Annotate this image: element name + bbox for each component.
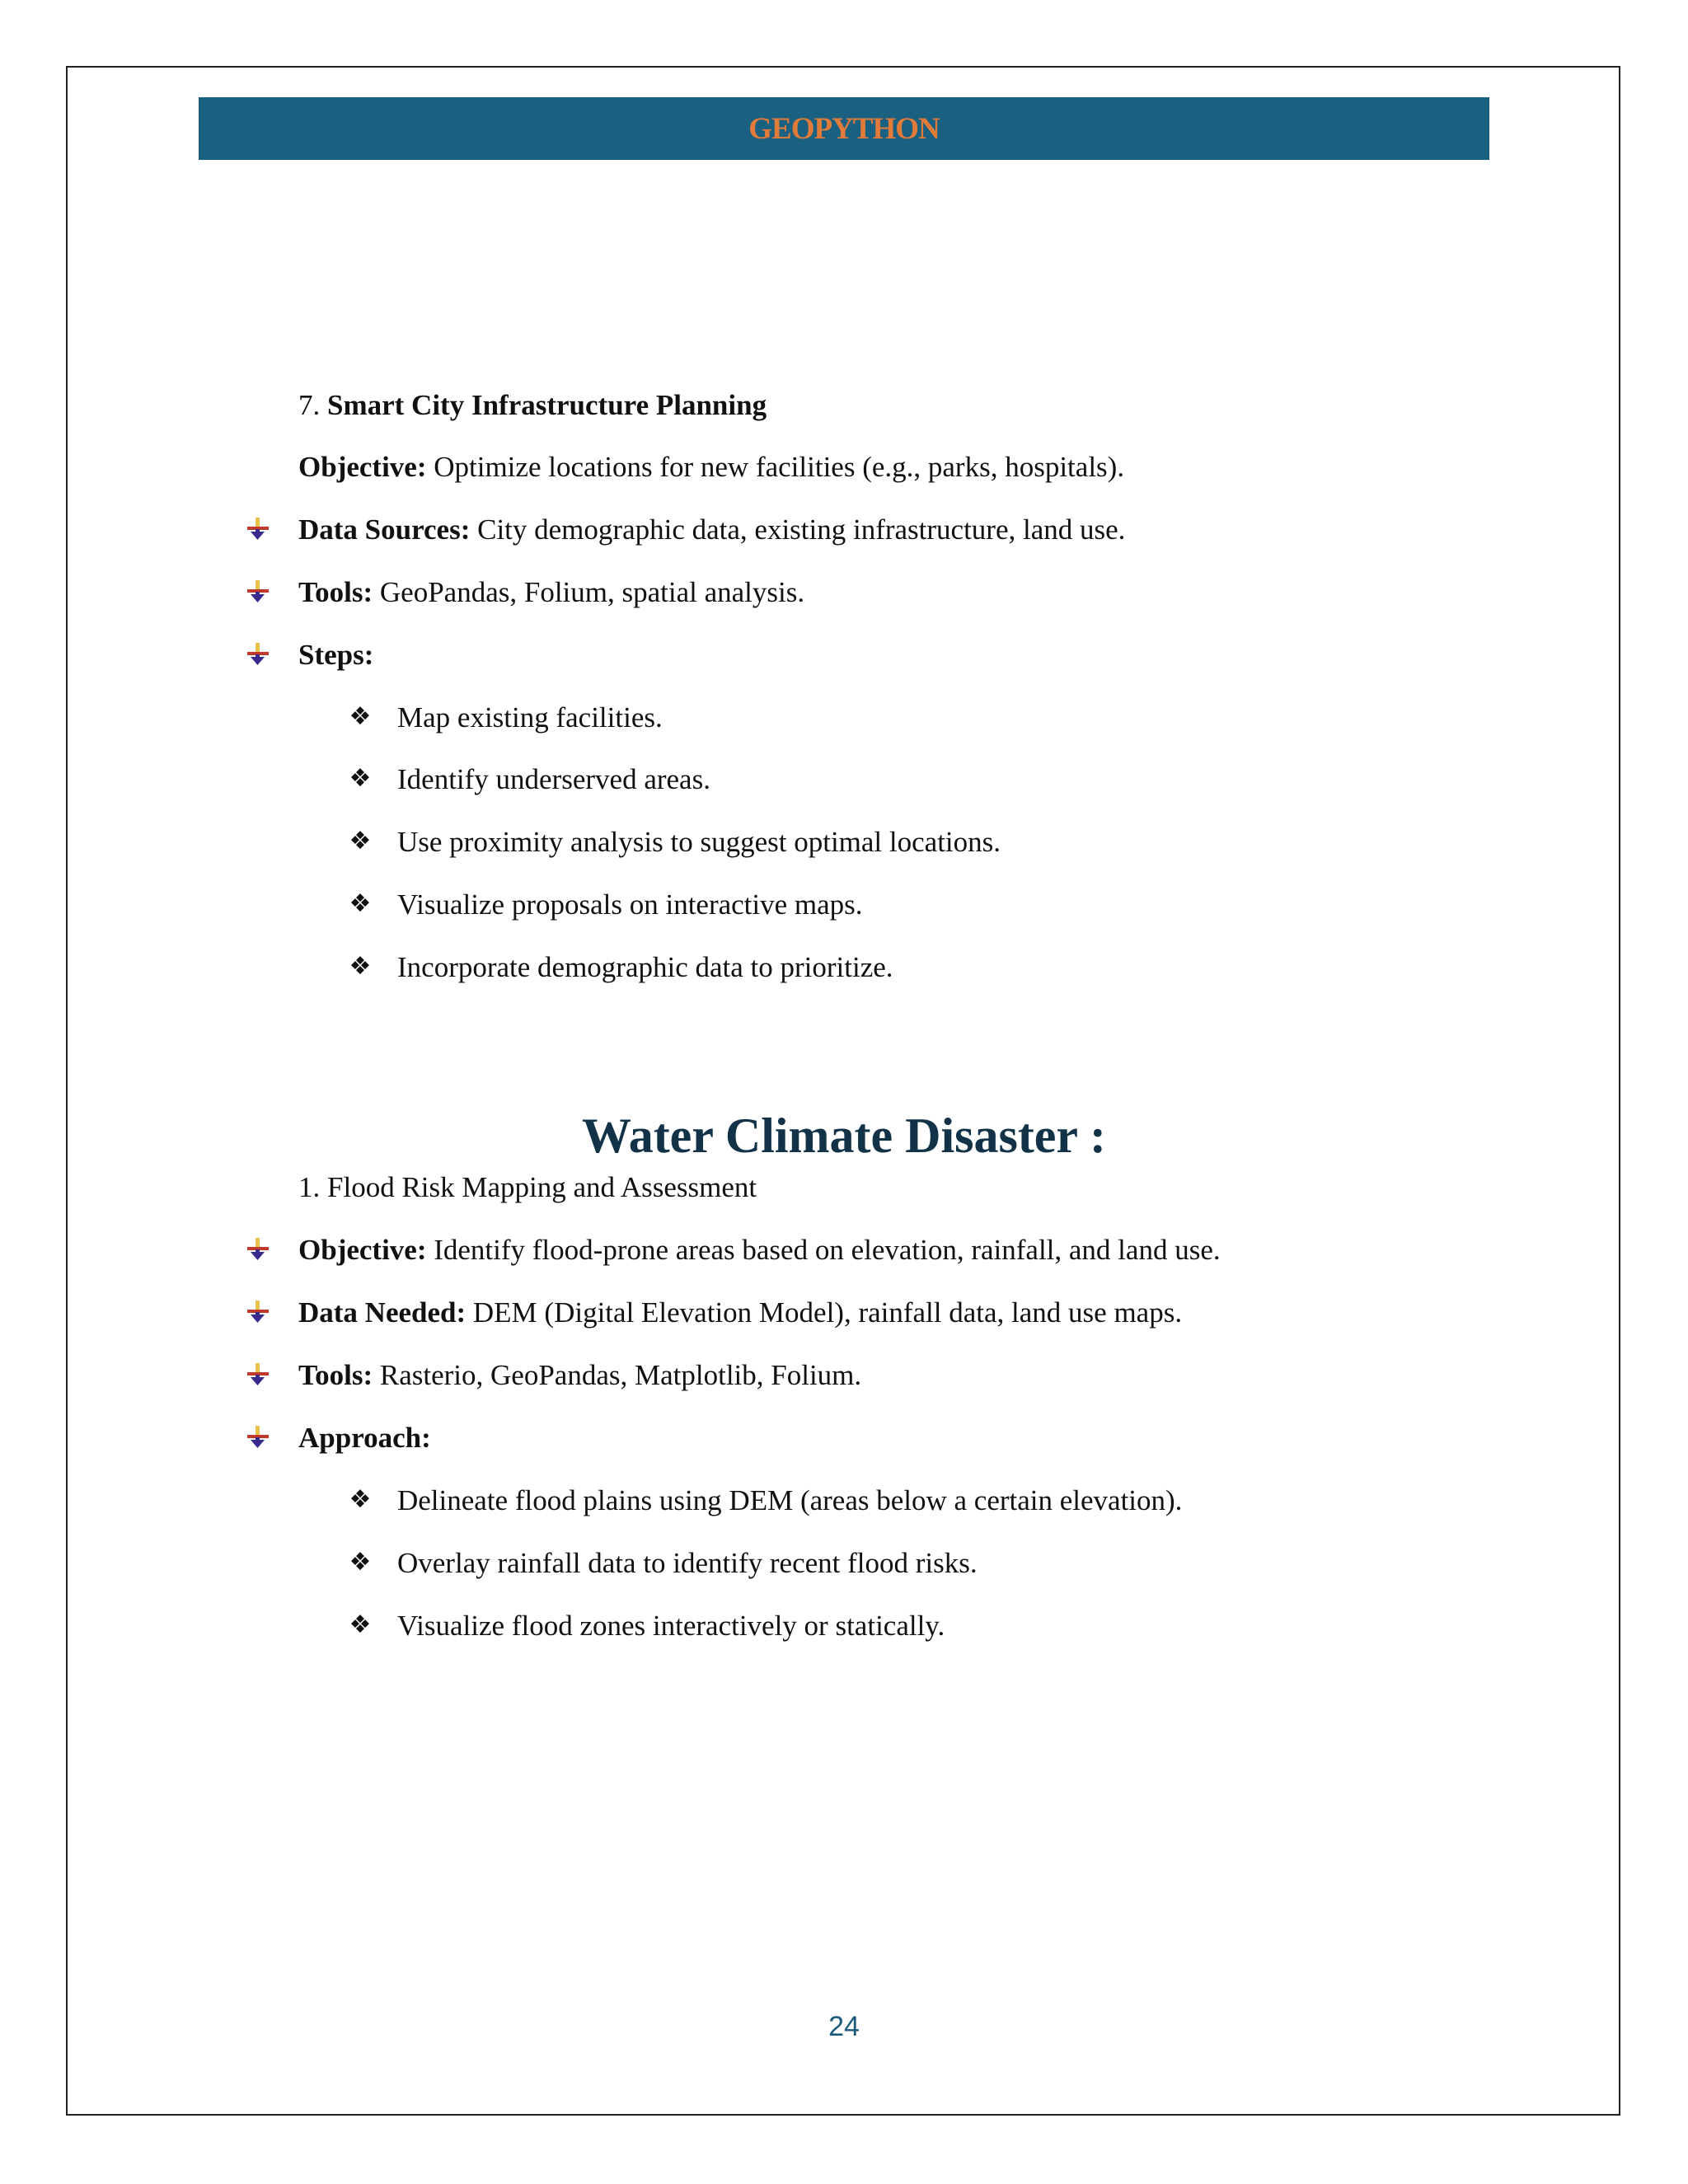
four-diamond-icon: ❖ — [349, 764, 372, 793]
bullet-label: Objective: — [298, 1234, 427, 1266]
down-arrow-icon — [247, 1363, 269, 1386]
bullet-label: Data Needed: — [298, 1296, 467, 1329]
section-heading: Water Climate Disaster : — [582, 1108, 1106, 1163]
objective-line — [298, 450, 1124, 485]
bullet-text: Identify flood-prone areas based on elevation, rainfall, and land use. — [434, 1234, 1221, 1266]
down-arrow-icon — [247, 643, 269, 666]
four-diamond-icon: ❖ — [349, 1610, 372, 1639]
header-title: GEOPYTHON — [748, 111, 940, 146]
bullet-objective — [298, 1233, 1221, 1268]
bullet-tools — [298, 575, 804, 610]
down-arrow-icon — [247, 1301, 269, 1324]
step-item: Incorporate demographic data to prioritize. — [397, 951, 893, 983]
approach-item: Delineate flood plains using DEM (areas below a certain elevation). — [397, 1484, 1183, 1516]
objective-text: Optimize locations for new facilities (e.g., parks, hospitals). — [434, 451, 1125, 483]
step-item: Use proximity analysis to suggest optimal locations. — [397, 826, 1001, 858]
approach-item: Overlay rainfall data to identify recent flood risks. — [397, 1547, 978, 1579]
section-title — [298, 388, 767, 423]
bullet-text: City demographic data, existing infrastructure, land use. — [477, 513, 1126, 546]
four-diamond-icon: ❖ — [349, 702, 372, 731]
bullet-tools — [298, 1358, 861, 1393]
four-diamond-icon: ❖ — [349, 889, 372, 918]
four-diamond-icon: ❖ — [349, 827, 372, 855]
header-bar — [199, 97, 1489, 160]
bullet-label: Steps: — [298, 639, 374, 671]
bullet-steps — [298, 638, 373, 673]
step-item: Identify underserved areas. — [397, 763, 710, 795]
down-arrow-icon — [247, 1426, 269, 1449]
down-arrow-icon — [247, 518, 269, 541]
bullet-approach — [298, 1421, 431, 1455]
bullet-text: DEM (Digital Elevation Model), rainfall data, land use maps. — [472, 1296, 1183, 1329]
four-diamond-icon: ❖ — [349, 1548, 372, 1577]
bullet-text: Rasterio, GeoPandas, Matplotlib, Folium. — [379, 1359, 862, 1391]
bullet-text: GeoPandas, Folium, spatial analysis. — [379, 576, 805, 608]
page-number: 24 — [828, 2011, 860, 2042]
page-border — [66, 66, 1620, 2116]
section-number: 7. — [298, 389, 321, 421]
bullet-label: Tools: — [298, 1359, 373, 1391]
section-title-text: Smart City Infrastructure Planning — [327, 389, 767, 421]
bullet-data-sources — [298, 513, 1125, 547]
bullet-data-needed — [298, 1296, 1182, 1330]
step-item: Map existing facilities. — [397, 701, 663, 733]
subsection-title: 1. Flood Risk Mapping and Assessment — [298, 1171, 757, 1203]
step-item: Visualize proposals on interactive maps. — [397, 888, 863, 921]
four-diamond-icon: ❖ — [349, 1485, 372, 1514]
bullet-label: Approach: — [298, 1422, 431, 1454]
down-arrow-icon — [247, 580, 269, 603]
bullet-label: Tools: — [298, 576, 373, 608]
bullet-label: Data Sources: — [298, 513, 471, 546]
down-arrow-icon — [247, 1238, 269, 1261]
objective-label: Objective: — [298, 451, 427, 483]
approach-item: Visualize flood zones interactively or statically. — [397, 1610, 945, 1642]
four-diamond-icon: ❖ — [349, 952, 372, 981]
